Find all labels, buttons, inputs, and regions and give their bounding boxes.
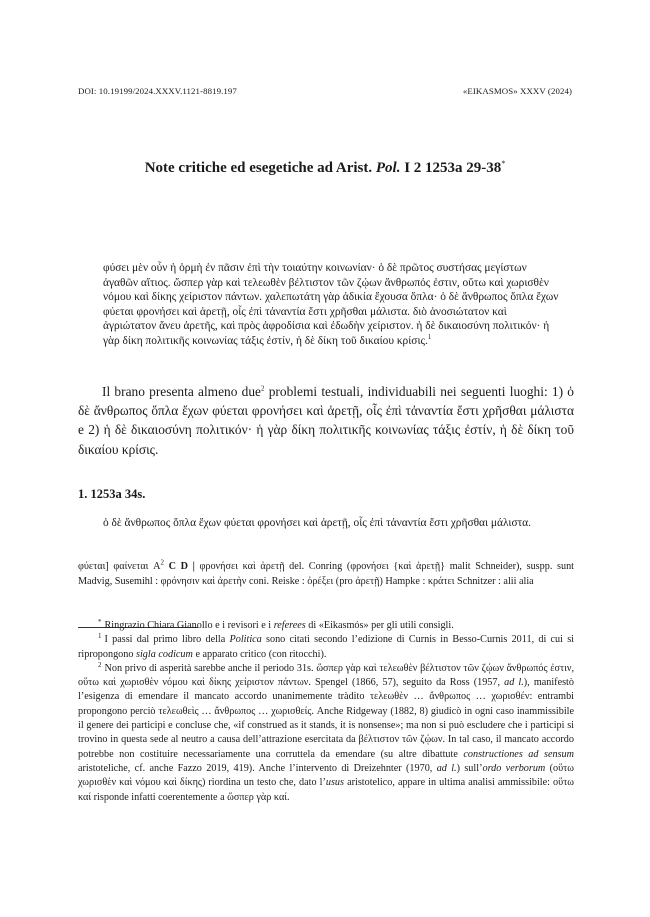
body-paragraph xyxy=(78,382,574,459)
footnote-2-italic-2: constructiones ad sensum xyxy=(463,748,575,760)
footnote-1 xyxy=(78,633,574,662)
footnote-star xyxy=(78,619,574,633)
title-main: Note critiche ed esegetiche ad Arist. xyxy=(144,160,376,176)
footnote-2 xyxy=(78,662,574,805)
footnote-star-text-b: di «Eikasmós» per gli utili consigli. xyxy=(305,620,454,631)
footnote-2-italic-4: ordo verborum xyxy=(482,762,546,774)
title-footnote-mark: * xyxy=(501,159,506,168)
footnote-2-text-c: aristoteliche, cf. anche Fazzo 2019, 419). Anche l’intervento di Dreizehnter (1970, xyxy=(78,762,437,774)
footnote-1-text-a: I passi dal primo libro della xyxy=(104,634,230,646)
footnote-star-mark: * xyxy=(98,617,102,626)
title-italic: Pol. xyxy=(375,160,401,176)
footnote-2-text-e: (οὕτω χωρισθὲν καὶ νόμου καὶ δίκης) riordina un testo che, dato l’ xyxy=(78,762,574,789)
title-rest: I 2 1253a 29-38 xyxy=(400,160,502,176)
footnote-star-italic: referees xyxy=(273,620,306,631)
footnote-2-text-a: Non privo di asperità sarebbe anche il periodo 31s. ὥσπερ γὰρ καὶ τελεωθὲν βέλτιστον τῶν ζῴων ἄνθρωπός ἐστιν, οὕτω καὶ χωρισθὲν νόμου καὶ δίκης χείριστον πάντων. Spengel (1866, 57), seguito da Ross (1957, xyxy=(78,662,574,689)
apparatus-sup: 2 xyxy=(160,558,164,567)
footnote-1-text-c: e apparato critico (con ritocchi). xyxy=(192,648,327,660)
section-lemma: ὁ δὲ ἄνθρωπος ὅπλα ἔχων φύεται φρονήσει καὶ ἀρετῇ, οἷς ἐπὶ τἀναντία ἔστι χρῆσθαι μάλιστα. xyxy=(103,517,531,529)
apparatus-text-a: φύεται] φαίνεται A xyxy=(78,561,161,572)
quotation-text: φύσει μὲν οὖν ἡ ὁρμὴ ἐν πᾶσιν ἐπὶ τὴν τοιαύτην κοινωνίαν· ὁ δὲ πρῶτος συστήσας μεγίστων ἀγαθῶν αἴτιος. ὥσπερ γὰρ καὶ τελεωθὲν βέλτιστον τῶν ζῴων ἄνθρωπός ἐστιν, οὕτω καὶ χωρισθὲν νόμου καὶ δίκης χείριστον πάντων. χαλεπωτάτη γὰρ ἀδικία ἔχουσα ὅπλα· ὁ δὲ ἄνθρωπος ὅπλα ἔχων φύεται φρονήσει καὶ ἀρετῇ, οἷς ἐπὶ τἀναντία ἔστι χρῆσθαι μάλιστα. διὸ ἀνοσιώτατον καὶ ἀγριώτατον ἄνευ ἀρετῆς, καὶ πρὸς ἀφροδίσια καὶ ἐδωδὴν χείριστον. ἡ δὲ δικαιοσύνη πολιτικόν· ἡ γὰρ δίκη πολιτικῆς κοινωνίας τάξις ἐστίν, ἡ δὲ δίκη τοῦ δικαίου κρίσις. xyxy=(103,262,559,347)
journal-reference: «EIKASMOS» XXXV (2024) xyxy=(462,86,572,96)
section-heading: 1. 1253a 34s. xyxy=(78,487,146,501)
footnote-1-italic-1: Politica xyxy=(229,634,262,646)
footnotes xyxy=(78,619,574,805)
footnote-2-text-f: aristotelico, appare in ultima analisi ammissibile: οὕτω καί risponde infatti coerentemente a ὥσπερ γὰρ καί. xyxy=(78,777,574,803)
footnote-1-mark: 1 xyxy=(98,631,102,640)
greek-quotation xyxy=(103,261,559,349)
footnote-star-text-a: Ringrazio Chiara Gianollo e i revisori e i xyxy=(104,620,274,631)
footnote-2-text-d: ) sull’ xyxy=(456,762,483,774)
quotation-footnote-ref: 1 xyxy=(427,333,432,342)
footnote-1-text-b: sono citati secondo l’edizione di Curnis in Besso-Curnis 2011, di cui si ripropongono xyxy=(78,634,574,660)
apparatus-text-b: φρονήσει καὶ ἀρετῇ del. Conring (φρονήσει {καὶ ἀρετῇ} malit Schneider), suspp. sunt Madvig, Susemihl : φρόνησιν καὶ ἀρετὴν coni. Reiske : ὀρέξει (pro ἀρετῇ) Hampke : κράτει Schnitzer : alii alia xyxy=(78,561,574,587)
footnote-1-italic-2: sigla codicum xyxy=(136,648,193,660)
footnote-2-mark: 2 xyxy=(98,660,102,669)
doi-text: DOI: 10.19199/2024.XXXV.1121-8819.197 xyxy=(78,86,237,96)
paragraph-text-start: Il brano presenta almeno due xyxy=(102,384,261,399)
footnote-2-text-b: ), manifestò l’esigenza di emendare il mancato accordo unanimemente tràdito τελεωθὲν … ἄνθρωπος … χωρισθέν: entrambi propongono perciò τελεωθεὶς … ἄνθρωπος … χωρισθείς. Anche Ridgeway (1882, 8) giudicò in ogni caso inammissibile il genere dei participi e concluse che, «if construed as it stands, it is nonsense»; ma non si può escludere che i participi si trovino in questa sede al neutro a causa dell’attrazione esercitata da βέλτιστον τῶν ζῴων. In tal caso, il mancato accordo potrebbe non costituire necessariamente una corruttela da emendare (su altre dibattute xyxy=(78,677,574,760)
paragraph-footnote-ref: 2 xyxy=(261,384,265,393)
apparatus-sigla: C D | xyxy=(163,561,200,572)
footnote-2-italic-3: ad l. xyxy=(436,762,457,774)
article-title xyxy=(78,160,572,177)
footnote-2-italic-1: ad l. xyxy=(504,677,524,689)
critical-apparatus xyxy=(78,560,574,589)
footnote-2-italic-5: usus xyxy=(325,777,344,789)
paragraph-text-end: problemi testuali, individuabili nei seguenti luoghi: 1) ὁ δὲ ἄνθρωπος ὅπλα ἔχων φύεται φρονήσει καὶ ἀρετῇ, οἷς ἐπὶ τἀναντία ἔστι χρῆσθαι μάλιστα e 2) ἡ δὲ δικαιοσύνη πολιτικόν· ἡ γὰρ δίκη πολιτικῆς κοινωνίας τάξις ἐστίν, ἡ δὲ δίκη τοῦ δικαίου κρίσις. xyxy=(78,384,574,457)
